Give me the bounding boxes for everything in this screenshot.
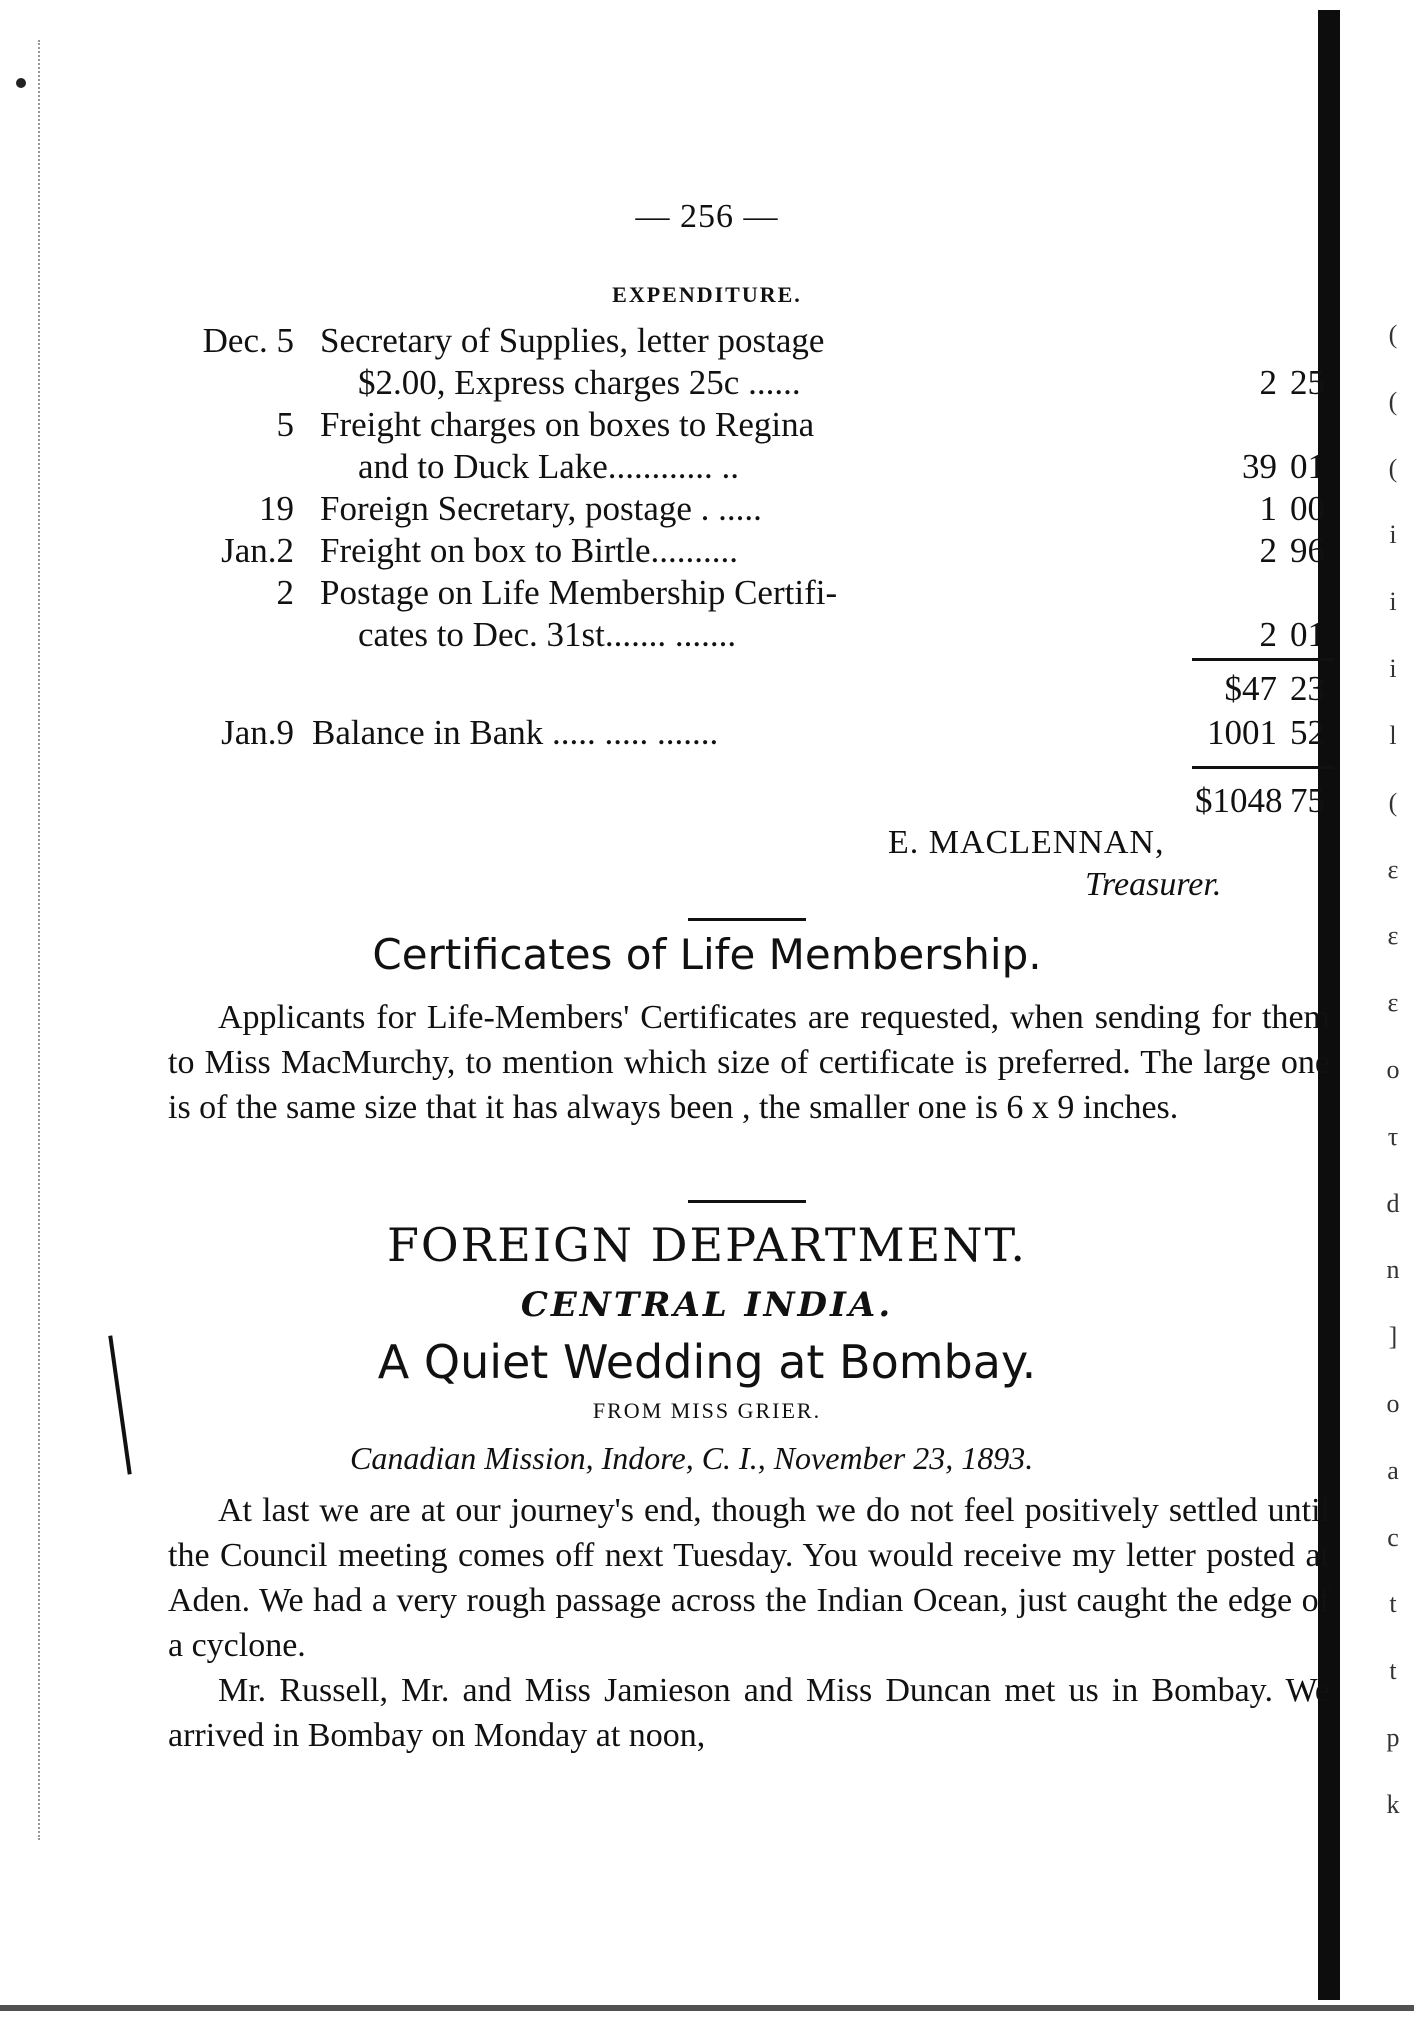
total-row <box>0 780 1414 822</box>
total-rule <box>1192 766 1334 769</box>
article-body <box>168 1488 1330 1758</box>
margin-fragment: ( <box>1388 453 1398 483</box>
total-dollars: $1048 <box>1195 781 1283 820</box>
balance-dollars: 1001 <box>1207 713 1277 752</box>
ink-spot <box>16 78 26 88</box>
ledger-dollars: 1 <box>1259 489 1277 528</box>
ledger-date: 2 <box>276 573 294 612</box>
balance-cents: 52 <box>1290 713 1325 752</box>
margin-fragment: k <box>1386 1789 1400 1819</box>
margin-fragment: ] <box>1388 1322 1398 1352</box>
balance-row <box>0 712 1414 754</box>
certificates-heading: Certificates of Life Membership. <box>372 930 1042 979</box>
margin-fragment: a <box>1387 1455 1399 1485</box>
ledger-amount <box>1195 530 1330 572</box>
margin-fragment: ε <box>1387 988 1399 1018</box>
signature-title: Treasurer. <box>1085 866 1222 903</box>
subtotal-dollars: $47 <box>1224 669 1277 708</box>
ledger-description: Freight charges on boxes to Regina <box>320 405 815 444</box>
ledger-amount <box>1195 446 1330 488</box>
margin-fragment: c <box>1387 1522 1399 1552</box>
article-title: A Quiet Wedding at Bombay. <box>377 1335 1037 1389</box>
certificates-text: Applicants for Life-Members' Certificates are requested, when sending for them to Miss MacMurchy, to mention which size of certificate is preferred. The large one is of the same size that it has always been , the smaller one is 6 x 9 inches. <box>168 999 1330 1126</box>
ledger-dollars: 2 <box>1259 531 1277 570</box>
ledger-amount <box>1195 362 1330 404</box>
margin-fragment: ( <box>1388 386 1398 416</box>
signature-name: E. MACLENNAN, <box>888 824 1165 861</box>
bottom-scan-edge <box>0 2005 1414 2011</box>
ledger-description: cates to Dec. 31st....... ....... <box>358 615 737 654</box>
ledger-dollars: 39 <box>1242 447 1277 486</box>
subtotal-rule <box>1192 658 1334 661</box>
margin-fragment: ε <box>1387 854 1399 884</box>
ledger-cents: 01 <box>1290 447 1325 486</box>
ledger-row <box>0 404 1414 446</box>
section-divider <box>688 1200 806 1203</box>
margin-fragment: n <box>1386 1255 1400 1285</box>
margin-fragment: ( <box>1388 320 1398 349</box>
ledger-dollars: 2 <box>1259 615 1277 654</box>
ledger-date: Jan.2 <box>221 531 294 570</box>
ledger-cents: 96 <box>1290 531 1325 570</box>
margin-fragment: o <box>1386 1389 1400 1418</box>
ledger-description: Postage on Life Membership Certifi- <box>320 573 838 612</box>
margin-fragment: p <box>1386 1723 1400 1753</box>
margin-fragment: l <box>1389 720 1397 750</box>
margin-fragment: t <box>1389 1589 1397 1619</box>
subtotal-amount <box>1195 668 1330 710</box>
subtotal-cents: 23 <box>1290 669 1325 708</box>
ledger-row <box>0 320 1414 362</box>
article-paragraph: At last we are at our journey's end, though we do not feel positively settled until the Council meeting comes off next Tuesday. You would receive my letter posted at Aden. We had a very rough passage across the Indian Ocean, just caught the edge of a cyclone. <box>168 1492 1330 1664</box>
margin-fragment: ( <box>1388 787 1398 817</box>
ledger-description: Secretary of Supplies, letter postage <box>320 321 825 360</box>
ledger-row <box>0 614 1414 656</box>
balance-description: Balance in Bank ..... ..... ....... <box>312 713 719 752</box>
article-paragraph: Mr. Russell, Mr. and Miss Jamieson and Miss Duncan met us in Bombay. We arrived in Bombay on Monday at noon, <box>168 1672 1330 1754</box>
ledger-amount <box>1195 614 1330 656</box>
margin-fragment: o <box>1386 1054 1400 1084</box>
ledger-row <box>0 488 1414 530</box>
ledger-amount <box>1195 572 1330 614</box>
ledger-amount <box>1195 404 1330 446</box>
balance-amount <box>1195 712 1330 754</box>
total-amount <box>1195 780 1330 822</box>
ledger-cents: 25 <box>1290 363 1325 402</box>
margin-fragment: τ <box>1387 1121 1399 1151</box>
section-divider <box>688 918 806 921</box>
margin-fragment: t <box>1389 1656 1397 1686</box>
margin-fragment: ε <box>1387 921 1399 951</box>
balance-date: Jan.9 <box>221 713 294 752</box>
ledger-row <box>0 446 1414 488</box>
ledger-amount <box>1195 320 1330 362</box>
ledger-date: Dec. 5 <box>202 321 294 360</box>
margin-fragment: i <box>1389 654 1397 684</box>
region-heading: CENTRAL INDIA. <box>520 1285 894 1325</box>
ledger-description: and to Duck Lake............ .. <box>358 447 740 486</box>
ledger-date: 19 <box>259 489 294 528</box>
ledger-date: 5 <box>276 405 294 444</box>
from-line: FROM MISS GRIER. <box>592 1398 822 1423</box>
margin-fragment: d <box>1386 1188 1400 1218</box>
margin-fragment: i <box>1389 520 1397 550</box>
page-number: — 256 — <box>635 198 779 235</box>
margin-fragment: i <box>1389 587 1397 617</box>
ledger-row <box>0 572 1414 614</box>
ledger-description: Foreign Secretary, postage . ..... <box>320 489 762 528</box>
ledger-cents: 01 <box>1290 615 1325 654</box>
ledger-row <box>0 530 1414 572</box>
ledger-row <box>0 362 1414 404</box>
ledger-description: Freight on box to Birtle.......... <box>320 531 739 570</box>
ledger-description: $2.00, Express charges 25c ...... <box>358 363 801 402</box>
ledger-cents: 00 <box>1290 489 1325 528</box>
expenditure-ledger <box>0 320 1414 656</box>
subtotal-row <box>0 668 1414 710</box>
certificates-paragraph <box>168 995 1330 1130</box>
letter-dateline: Canadian Mission, Indore, C. I., November 23, 1893. <box>350 1440 1034 1476</box>
ledger-amount <box>1195 488 1330 530</box>
expenditure-heading: EXPENDITURE. <box>612 282 802 307</box>
foreign-department-heading: FOREIGN DEPARTMENT. <box>386 1218 1028 1272</box>
total-cents: 75 <box>1290 781 1325 820</box>
ledger-dollars: 2 <box>1259 363 1277 402</box>
